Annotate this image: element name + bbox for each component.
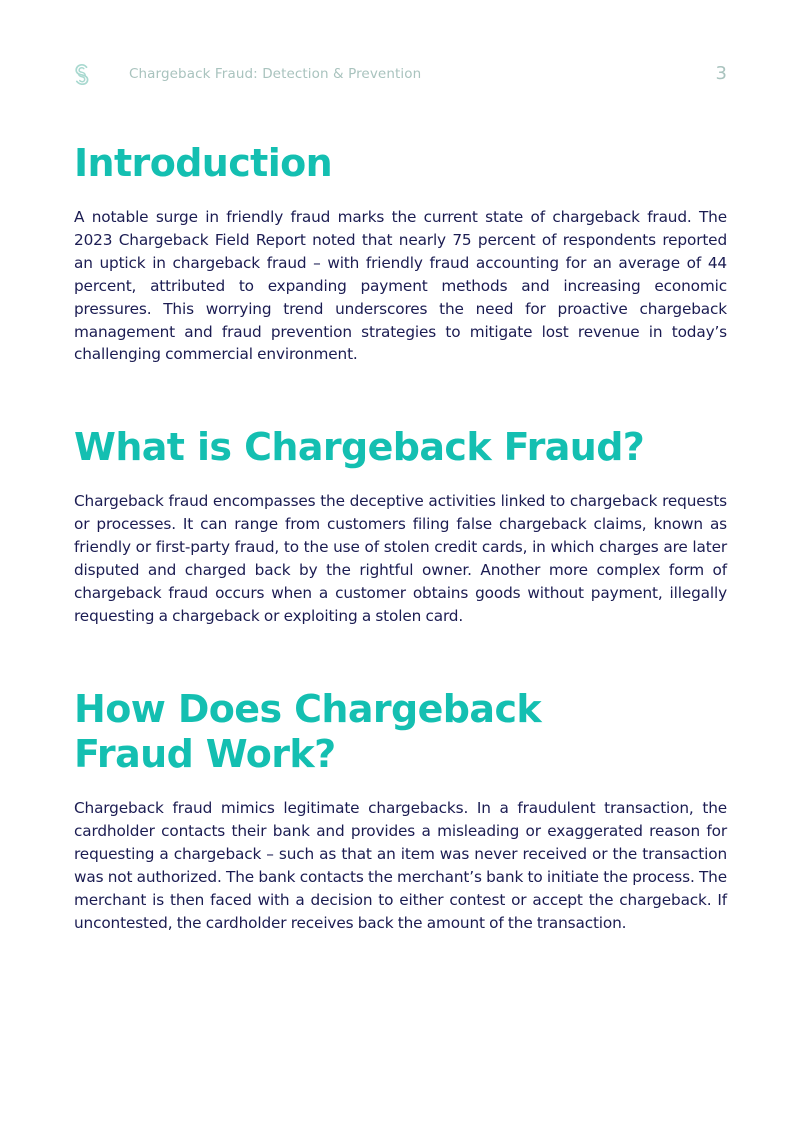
section-heading-line: Fraud Work?	[74, 732, 336, 776]
section-body: Chargeback fraud encompasses the deceptive activities linked to chargeback requests or processes. It can range from customers filing false chargeback claims, known as friendly or first-party fraud, to the use of stolen credit cards, in which charges are later disputed and charged back by the rightful owner. Another more complex form of chargeback fraud occurs when a customer obtains goods without payment, illegally requesting a chargeback or exploiting a stolen card.	[74, 492, 727, 625]
section-body: A notable surge in friendly fraud marks the current state of chargeback fraud. The 2023 Chargeback Field Report noted that nearly 75 percent of respondents reported an uptick in chargeback fraud – with friendly fraud accounting for an average of 44 percent, attributed to expanding payment methods and increasing economic pressures. This worrying trend underscores the need for proactive chargeback management and fraud prevention strategies to mitigate lost revenue in today’s challenging commercial environment.	[74, 208, 727, 364]
section-heading: What is Chargeback Fraud?	[74, 425, 645, 469]
page-number: 3	[715, 63, 727, 84]
section-heading	[74, 687, 727, 777]
document-title: Chargeback Fraud: Detection & Prevention	[129, 66, 422, 82]
section-heading: Introduction	[74, 141, 333, 185]
section-how-does-chargeback-fraud-work	[74, 687, 727, 934]
section-introduction	[74, 141, 727, 366]
brand-s-logo-icon	[73, 63, 91, 85]
section-body: Chargeback fraud mimics legitimate chargebacks. In a fraudulent transaction, the cardholder contacts their bank and provides a misleading or exaggerated reason for requesting a chargeback – such as that an item was never received or the transaction was not authorized. The bank contacts the merchant’s bank to initiate the process. The merchant is then faced with a decision to either contest or accept the chargeback. If uncontested, the cardholder receives back the amount of the transaction.	[74, 799, 727, 932]
section-heading-line: How Does Chargeback	[74, 687, 542, 731]
section-what-is-chargeback-fraud	[74, 425, 727, 627]
page-header	[73, 62, 727, 88]
